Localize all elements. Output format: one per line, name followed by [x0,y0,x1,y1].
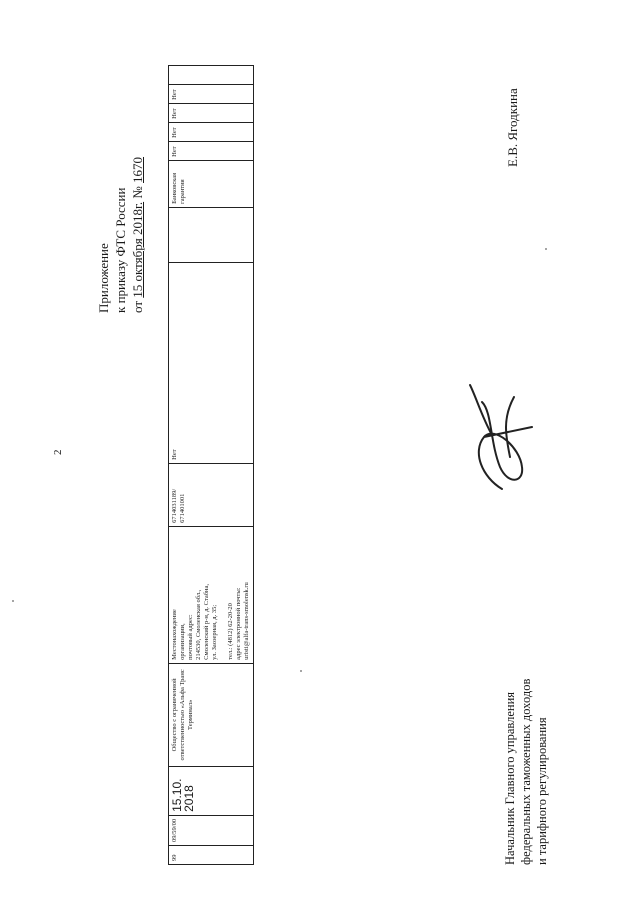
scan-speck [12,600,14,602]
registry-table [168,65,254,865]
address-line: ул. Заозерная, д. 35; [211,604,218,660]
contact-line: адрес электронной почты: [235,587,242,660]
spacer [219,530,227,660]
cell-net-4: Нет [169,103,254,122]
cell-inn-kpp: 6714031189/ 671401001 [169,463,254,526]
date-text: 15.10. 2018 [170,778,196,812]
cell-last [169,65,254,84]
signer-name: Е.В. Ягодкина [505,88,520,167]
address-line: организации, [179,623,186,660]
cell-bank-guarantee: Банковская гарантия [169,160,254,207]
contact-line: тел.: (4812) 62-20-20 [227,603,234,660]
appendix-number: 1670 [130,156,145,183]
appendix-no-sign: № [130,186,145,199]
appendix-line-3 [129,157,146,313]
appendix-date: 15 октября 2018г. [130,201,145,298]
cell-code: 09/59/00 [169,815,254,845]
cell-net-5: Нет [169,84,254,103]
address-line: Смоленский р-н, д. Стабна, [203,583,210,660]
title-line: Начальник Главного управления [503,691,517,865]
page-number: 2 [52,449,64,455]
title-line: и тарифного регулирования [535,717,549,865]
cell-date [169,766,254,815]
cell-address [169,526,254,663]
table-row [169,65,254,864]
scan-speck [545,248,547,250]
title-line: федеральных таможенных доходов [519,678,533,865]
appendix-header [95,157,146,313]
cell-empty [169,207,254,262]
appendix-line-2: к приказу ФТС России [113,187,128,313]
address-line: 214530, Смоленская обл., [195,589,202,660]
cell-net-2: Нет [169,141,254,160]
appendix-from: от [130,300,145,313]
appendix-line-1: Приложение [96,243,111,313]
cell-organization: Общество с ограниченной ответственностью «Альфа Транс Терминал» [169,663,254,766]
signatory-title [502,679,550,865]
handwritten-signature [462,377,542,497]
contact-line: uristi@alfa-trans-smolensk.ru [243,582,250,660]
address-line: почтовый адрес: [187,614,194,660]
cell-net-1: Нет [169,262,254,463]
cell-net-3: Нет [169,122,254,141]
cell-number: 99 [169,846,254,865]
scan-speck [300,670,302,672]
address-line: Местонахождение [171,609,178,660]
